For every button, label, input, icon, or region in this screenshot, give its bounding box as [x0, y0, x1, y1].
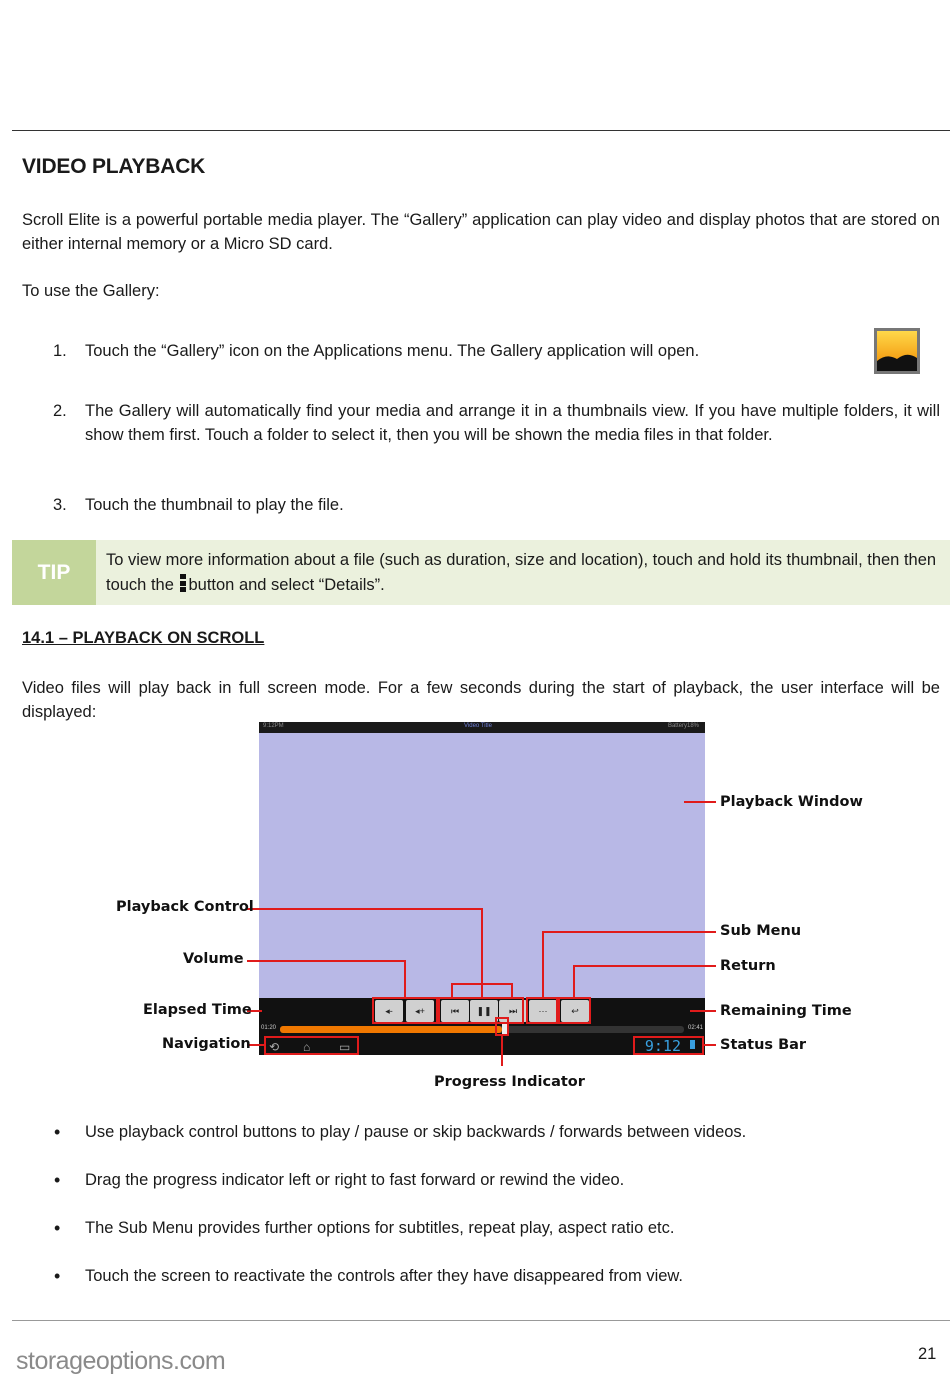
step-text: Touch the thumbnail to play the file.: [85, 496, 344, 514]
footer-rule: [12, 1320, 950, 1321]
section-title: 14.1 – PLAYBACK ON SCROLL: [22, 629, 265, 647]
callout-status-bar: Status Bar: [720, 1037, 807, 1053]
bullet-icon: •: [54, 1170, 61, 1190]
step-number: 1.: [53, 342, 67, 360]
use-gallery-text: To use the Gallery:: [22, 282, 160, 300]
bullet-icon: •: [54, 1266, 61, 1286]
elapsed-time: 01:20: [261, 1025, 277, 1031]
intro-paragraph: Scroll Elite is a powerful portable media player. The “Gallery” application can play video and display photos that are stored on either internal memory or a Micro SD card.: [22, 211, 940, 253]
bullet-icon: •: [54, 1122, 61, 1142]
callout-progress-indicator: Progress Indicator: [434, 1074, 585, 1090]
callout-navigation: Navigation: [162, 1036, 251, 1052]
section-intro: Video files will play back in full screen mode. For a few seconds during the start of playback, the user interface will be displayed:: [22, 679, 940, 721]
back-icon[interactable]: ⟲: [269, 1040, 280, 1054]
footer-logo: storageoptions.com: [16, 1347, 226, 1375]
next-button[interactable]: ⏭: [499, 1000, 527, 1022]
status-time: 9:12PM: [263, 723, 284, 729]
page-number: 21: [918, 1345, 937, 1363]
tip-text-after: button and select “Details”.: [188, 576, 385, 594]
tip-label: TIP: [12, 540, 96, 605]
step-number: 2.: [53, 402, 67, 420]
bullet-icon: •: [54, 1218, 61, 1238]
status-clock: 9:12: [644, 1037, 681, 1055]
bullet-item: Touch the screen to reactivate the controls after they have disappeared from view.: [85, 1267, 683, 1285]
step-number: 3.: [53, 496, 67, 514]
bullet-item: Drag the progress indicator left or right to fast forward or rewind the video.: [85, 1171, 625, 1189]
callout-remaining-time: Remaining Time: [720, 1003, 852, 1019]
tip-text-before: To view more information about a file (such as duration, size and location), touch and hold its thumbnail, then then touch the: [106, 551, 937, 594]
volume-up-button[interactable]: ◂+: [406, 1000, 434, 1022]
recent-apps-icon[interactable]: ▭: [339, 1040, 351, 1054]
pause-button[interactable]: ❚❚: [470, 1000, 498, 1022]
step-text: Touch the “Gallery” icon on the Applications menu. The Gallery application will open.: [85, 342, 700, 360]
callout-return: Return: [720, 958, 776, 974]
callout-sub-menu: Sub Menu: [720, 923, 802, 939]
callout-playback-window: Playback Window: [720, 794, 863, 810]
bullet-item: The Sub Menu provides further options for subtitles, repeat play, aspect ratio etc.: [85, 1219, 675, 1237]
return-button[interactable]: ↩: [561, 1000, 589, 1022]
bullet-item: Use playback control buttons to play / pause or skip backwards / forwards between videos.: [85, 1123, 747, 1141]
page-title: VIDEO PLAYBACK: [22, 155, 206, 178]
remaining-time: 02:41: [687, 1025, 703, 1031]
previous-button[interactable]: ⏮: [441, 1000, 469, 1022]
callout-playback-control: Playback Control: [116, 899, 254, 915]
battery-text: Battery18%: [667, 723, 699, 729]
video-title: Video Title: [464, 723, 492, 729]
home-icon[interactable]: ⌂: [303, 1040, 311, 1054]
sub-menu-button[interactable]: ···: [529, 1000, 557, 1022]
volume-down-button[interactable]: ◂-: [375, 1000, 403, 1022]
callout-elapsed-time: Elapsed Time: [143, 1002, 252, 1018]
step-text: The Gallery will automatically find your media and arrange it in a thumbnails view. If you have multiple folders, it will show them first. Touch a folder to select it, then you will be shown the media files in that folder.: [85, 402, 940, 444]
callout-volume: Volume: [183, 951, 244, 967]
